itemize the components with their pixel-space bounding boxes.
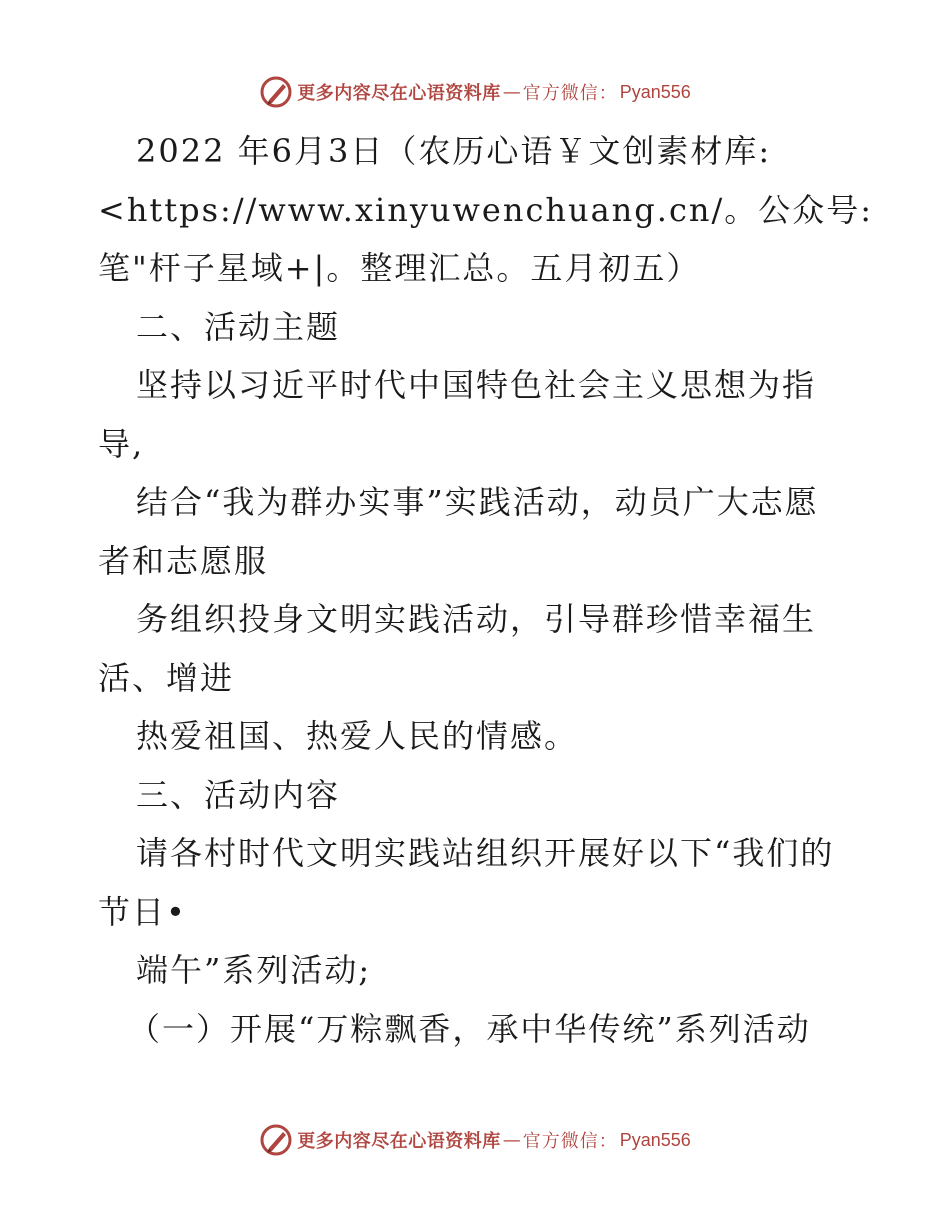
date-line: 2022 年6月3日（农历心语￥文创素材库: xyxy=(136,132,772,170)
paragraph-line: 端午”系列活动; xyxy=(136,951,372,989)
section-heading-content: 三、活动内容 xyxy=(136,775,341,814)
watermark-dash: — xyxy=(502,81,521,103)
watermark-official-label: 官方微信： xyxy=(522,83,618,104)
document-body xyxy=(98,122,874,1058)
paragraph-line: 节日• xyxy=(98,892,187,931)
watermark-text: 更多内容尽在心语资料库 xyxy=(297,83,501,104)
paragraph-line: 热爱祖国、热爱人民的情感。 xyxy=(136,717,579,755)
pen-logo-icon xyxy=(259,1123,293,1157)
paragraph-line: 务组织投身文明实践活动，引导群珍惜幸福生 xyxy=(136,600,817,638)
paragraph-line: 坚持以习近平时代中国特色社会主义思想为指 xyxy=(136,366,817,404)
account-line: 笔"杆子星域+|。整理汇总。五月初五） xyxy=(98,249,701,287)
watermark-wechat-id: Pyan556 xyxy=(619,81,691,102)
header-watermark xyxy=(0,72,950,112)
watermark-text: 更多内容尽在心语资料库 xyxy=(297,1131,501,1152)
footer-watermark xyxy=(0,1120,950,1160)
pen-logo-icon xyxy=(259,75,293,109)
section-heading-theme: 二、活动主题 xyxy=(136,307,341,346)
watermark-wechat-id: Pyan556 xyxy=(619,1129,691,1150)
paragraph-line: 请各村时代文明实践站组织开展好以下“我们的 xyxy=(136,834,835,872)
paragraph-line: 结合“我为群办实事”实践活动，动员广大志愿 xyxy=(136,483,819,521)
paragraph-line: 活、增进 xyxy=(98,658,235,697)
paragraph-line: 导, xyxy=(98,424,145,463)
subsection-heading: （一）开展“万粽飘香，承中华传统”系列活动 xyxy=(128,1009,811,1048)
url-line: <https://www.xinyuwenchuang.cn/。公众号: xyxy=(98,190,874,229)
watermark-dash: — xyxy=(502,1129,521,1151)
watermark-official-label: 官方微信： xyxy=(522,1131,618,1152)
paragraph-line: 者和志愿服 xyxy=(98,541,269,580)
